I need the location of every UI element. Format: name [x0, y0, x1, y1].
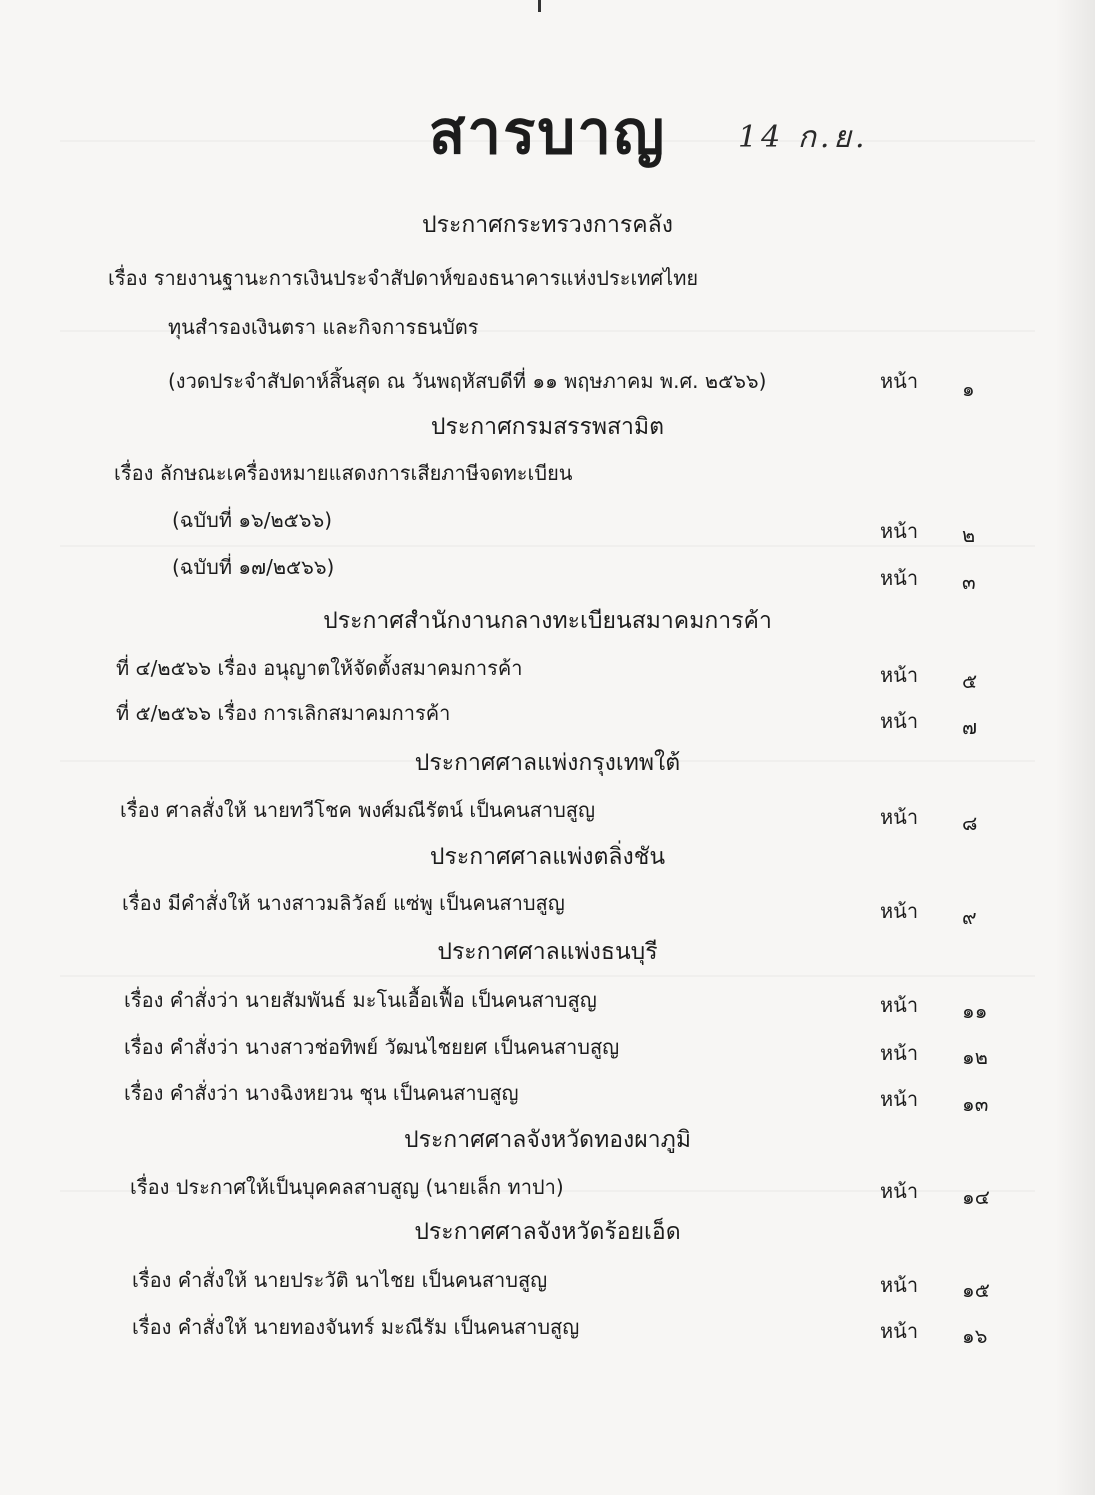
toc-entry: ทุนสำรองเงินตรา และกิจการธนบัตร: [168, 315, 479, 339]
page-label: หน้า: [880, 566, 919, 590]
page-number: ๑๑: [962, 999, 988, 1023]
page-number: ๑๒: [962, 1045, 988, 1069]
page-number: ๘: [962, 811, 978, 835]
page-number: ๓: [962, 570, 976, 594]
page-label: หน้า: [880, 709, 919, 733]
toc-entry: เรื่อง คำสั่งว่า นายสัมพันธ์ มะโนเอื้อเฟื้อ เป็นคนสาบสูญ: [124, 988, 597, 1012]
toc-entry: เรื่อง ลักษณะเครื่องหมายแสดงการเสียภาษีจดทะเบียน: [114, 461, 573, 485]
section-heading: ประกาศกระทรวงการคลัง: [422, 212, 673, 238]
page-number: ๒: [962, 523, 976, 547]
page-number: ๑๔: [962, 1185, 990, 1209]
toc-entry: เรื่อง ประกาศให้เป็นบุคคลสาบสูญ (นายเล็ก ทาปา): [130, 1175, 564, 1199]
page-label: หน้า: [880, 899, 919, 923]
page-label: หน้า: [880, 1273, 919, 1297]
page-label: หน้า: [880, 1087, 919, 1111]
bleed-through-line: [60, 975, 1035, 977]
section-heading: ประกาศศาลแพ่งธนบุรี: [437, 939, 658, 965]
page-number: ๑: [962, 377, 975, 401]
toc-entry: เรื่อง คำสั่งให้ นายทองจันทร์ มะณีรัม เป็นคนสาบสูญ: [132, 1315, 580, 1339]
toc-entry: เรื่อง คำสั่งว่า นางฉิงหยวน ชุน เป็นคนสาบสูญ: [124, 1081, 519, 1105]
page-label: หน้า: [880, 805, 919, 829]
section-heading: ประกาศศาลแพ่งกรุงเทพใต้: [414, 750, 681, 776]
page-top-mark: [538, 0, 541, 12]
page-label: หน้า: [880, 519, 919, 543]
page-number: ๕: [962, 669, 978, 693]
section-heading: ประกาศศาลแพ่งตลิ่งชัน: [429, 844, 666, 870]
page-label: หน้า: [880, 369, 919, 393]
page-number: ๑๕: [962, 1278, 990, 1302]
toc-entry: ที่ ๕/๒๕๖๖ เรื่อง การเลิกสมาคมการค้า: [116, 701, 451, 725]
toc-entry: เรื่อง ศาลสั่งให้ นายทวีโชค พงศ์มณีรัตน์ เป็นคนสาบสูญ: [120, 798, 596, 822]
section-heading: ประกาศสำนักงานกลางทะเบียนสมาคมการค้า: [323, 608, 772, 634]
toc-entry: เรื่อง คำสั่งว่า นางสาวช่อทิพย์ วัฒนไชยยศ เป็นคนสาบสูญ: [124, 1035, 620, 1059]
toc-entry: (ฉบับที่ ๑๖/๒๕๖๖): [172, 508, 332, 532]
toc-entry: (ฉบับที่ ๑๗/๒๕๖๖): [172, 555, 335, 579]
page-number: ๗: [962, 715, 978, 739]
page-label: หน้า: [880, 1041, 919, 1065]
page-label: หน้า: [880, 993, 919, 1017]
toc-entry: ที่ ๔/๒๕๖๖ เรื่อง อนุญาตให้จัดตั้งสมาคมการค้า: [116, 656, 523, 680]
page-number: ๑๖: [962, 1324, 988, 1348]
section-heading: ประกาศกรมสรรพสามิต: [430, 414, 665, 440]
toc-entry: เรื่อง คำสั่งให้ นายประวัติ นาไชย เป็นคนสาบสูญ: [132, 1268, 548, 1292]
section-heading: ประกาศศาลจังหวัดทองผาภูมิ: [404, 1127, 691, 1153]
page-label: หน้า: [880, 1319, 919, 1343]
page-number: ๙: [962, 905, 977, 929]
handwritten-note: 14 ก.ย.: [738, 120, 869, 155]
section-heading: ประกาศศาลจังหวัดร้อยเอ็ด: [414, 1219, 681, 1245]
toc-entry: เรื่อง มีคำสั่งให้ นางสาวมลิวัลย์ แซ่พู เป็นคนสาบสูญ: [122, 891, 565, 915]
page-number: ๑๓: [962, 1092, 989, 1116]
page-label: หน้า: [880, 1179, 919, 1203]
page-title: สารบาญ: [428, 98, 667, 168]
toc-entry: เรื่อง รายงานฐานะการเงินประจำสัปดาห์ของธนาคารแห่งประเทศไทย: [108, 266, 699, 290]
page-label: หน้า: [880, 663, 919, 687]
toc-entry: (งวดประจำสัปดาห์สิ้นสุด ณ วันพฤหัสบดีที่ ๑๑ พฤษภาคม พ.ศ. ๒๕๖๖): [168, 369, 767, 393]
